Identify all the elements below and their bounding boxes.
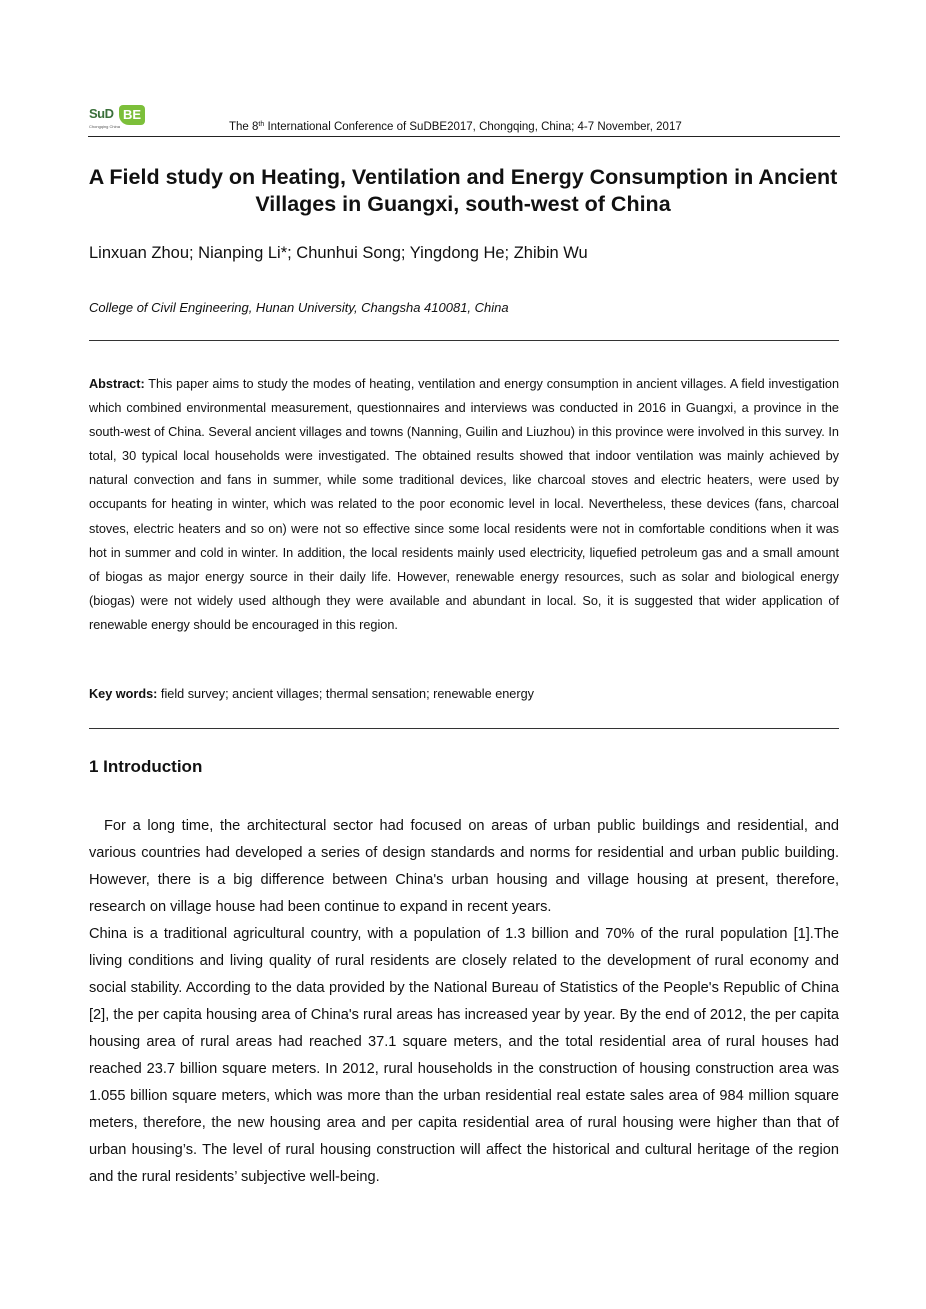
section-body (89, 813, 839, 1191)
keywords (89, 687, 534, 701)
abstract-label: Abstract: (89, 377, 145, 391)
divider-bottom (89, 728, 839, 729)
section-heading: 1 Introduction (89, 757, 203, 776)
paragraph: China is a traditional agricultural country, with a population of 1.3 billion and 70% of the rural population [1].The living conditions and living quality of rural residents are closely related to the development of rural economy and social stability. According to the data provided by the National Bureau of Statistics of the People's Republic of China [2], the per capita housing area of China's rural areas has increased year by year. By the end of 2012, the per capita housing area of rural areas had reached 37.1 square meters, and the total residential area of rural houses had reached 23.7 billion square meters. In 2012, rural households in the construction of housing construction area was 1.055 billion square meters, which was more than the urban residential real estate sales area of 984 million square meters, therefore, the new housing area and per capita residential area of rural housing were higher than that of urban housing’s. The level of rural housing construction will affect the historical and cultural heritage of the region and the rural residents’ subjective well-being. (89, 926, 839, 1185)
conference-prefix: The 8 (229, 121, 259, 133)
logo-text-right: BE (119, 105, 145, 125)
affiliation: College of Civil Engineering, Hunan University, Changsha 410081, China (89, 300, 509, 315)
logo-subtext: Chongqing China (89, 124, 120, 129)
paper-title: A Field study on Heating, Ventilation and Energy Consumption in Ancient Villages in Guangxi, south-west of China (88, 165, 838, 216)
sudbe-logo (89, 105, 147, 131)
keywords-text: field survey; ancient villages; thermal sensation; renewable energy (157, 687, 534, 701)
abstract-text: This paper aims to study the modes of heating, ventilation and energy consumption in ancient villages. A field investigation which combined environmental measurement, questionnaires and interviews was conducted in 2016 in Guangxi, a province in the south-west of China. Several ancient villages and towns (Nanning, Guilin and Liuzhou) in this province were involved in this survey. In total, 30 typical local households were investigated. The obtained results showed that indoor ventilation was mainly achieved by natural convection and fans in summer, while some traditional devices, like charcoal stoves and electric heaters, were used by occupants for heating in winter, which was related to the poor economic level in local. Nevertheless, these devices (fans, charcoal stoves, electric heaters and so on) were not so effective since some local residents were not in comfortable conditions when it was hot in summer and cold in winter. In addition, the local residents mainly used electricity, liquefied petroleum gas and a small amount of biogas as major energy source in their daily life. However, renewable energy resources, such as solar and biological energy (biogas) were not widely used although they were available and abundant in local. So, it is suggested that wider application of renewable energy should be encouraged in this region. (89, 377, 839, 632)
conference-sup: th (258, 121, 265, 128)
keywords-label: Key words: (89, 687, 158, 701)
logo-text-left: SuD (89, 106, 114, 121)
divider-top (89, 340, 839, 341)
conference-header (229, 121, 682, 133)
abstract (89, 372, 839, 637)
conference-suffix: International Conference of SuDBE2017, Chongqing, China; 4-7 November, 2017 (264, 121, 682, 133)
paragraph: For a long time, the architectural sector had focused on areas of urban public buildings and residential, and various countries had developed a series of design standards and norms for residential and urban public building. However, there is a big difference between China's urban housing and village housing at present, therefore, research on village house had been continue to expand in recent years. (89, 818, 839, 915)
header-divider (88, 136, 840, 137)
author-list: Linxuan Zhou; Nianping Li*; Chunhui Song; Yingdong He; Zhibin Wu (89, 244, 588, 262)
